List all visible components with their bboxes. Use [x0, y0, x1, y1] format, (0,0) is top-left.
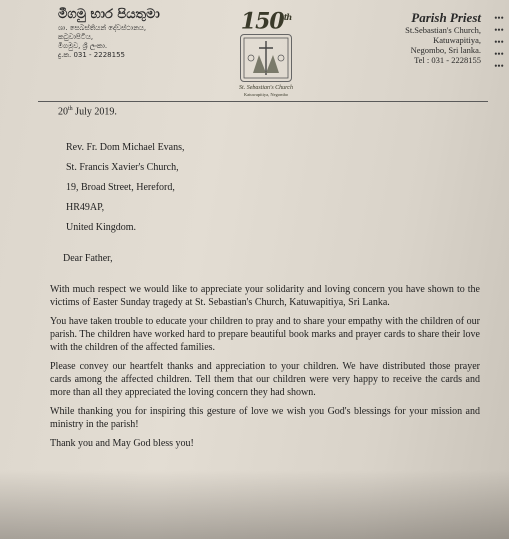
address-line: Rev. Fr. Dom Michael Evans,	[66, 142, 185, 153]
letter-date: 20th July 2019.	[58, 106, 117, 118]
sinhala-letterhead	[58, 6, 208, 60]
address-line: HR49AP,	[66, 202, 105, 213]
body-paragraph: You have taken trouble to educate your children to pray and to share your empathy with the children of our parish. The children have worked hard to prepare beautiful book marks and prayer cards to share their love with the children of the affected families.	[50, 316, 480, 353]
emblem-number: 150th	[240, 8, 292, 35]
emblem-church-name: St. Sebastian's Church	[239, 85, 293, 92]
body-paragraph: With much respect we would like to appreciate your solidarity and loving concern you have shown to the victims of Easter Sunday tragedy at St. Sebastian's Church, Katuwapitiya, Sri Lanka.	[50, 284, 480, 308]
address-line: United Kingdom.	[66, 222, 136, 233]
photo-shadow	[0, 470, 509, 539]
salutation: Dear Father,	[63, 253, 113, 264]
church-medallion-icon	[240, 34, 292, 82]
priest-line: Tel : 031 - 2228155	[414, 55, 481, 65]
priest-line: Katuwapitiya,	[433, 35, 481, 45]
letter-body	[50, 283, 480, 456]
sinhala-line: දු.ක. 031 - 2228155	[58, 51, 125, 59]
closing-line: Thank you and May God bless you!	[50, 438, 194, 449]
priest-line: St.Sebastian's Church,	[405, 25, 481, 35]
address-line: St. Francis Xavier's Church,	[66, 162, 179, 173]
emblem-small-text: Katuwapitiya, Negombo	[243, 92, 289, 98]
binder-dots-icon: ••• ••• ••• ••• •••	[494, 13, 504, 71]
header-divider	[38, 101, 488, 102]
sinhala-title: මීගමු භාර පියතුමා	[58, 7, 160, 22]
recipient-address	[66, 138, 185, 238]
sinhala-line: මීගමුව, ශ්‍රී ලංකා.	[58, 42, 108, 50]
priest-title: Parish Priest	[411, 10, 481, 25]
address-line: 19, Broad Street, Hereford,	[66, 182, 175, 193]
parish-priest-letterhead	[355, 10, 481, 65]
sinhala-line: ශා. සෙබස්තියන් දේවස්ථානය,	[58, 24, 147, 32]
body-paragraph: Please convey our heartfelt thanks and appreciation to your children. We have distributed those prayer cards among the affected children. Tell them that our children were very happy to receive the cards and more than all they appreciated the loving concern they had shown.	[50, 361, 480, 398]
anniversary-emblem	[225, 6, 307, 98]
body-paragraph: While thanking you for inspiring this gesture of love we wish you God's blessings for your mission and ministry in the parish!	[50, 406, 480, 430]
priest-line: Negombo, Sri lanka.	[410, 45, 481, 55]
sinhala-line: කටුවාපිටිය,	[58, 33, 94, 41]
